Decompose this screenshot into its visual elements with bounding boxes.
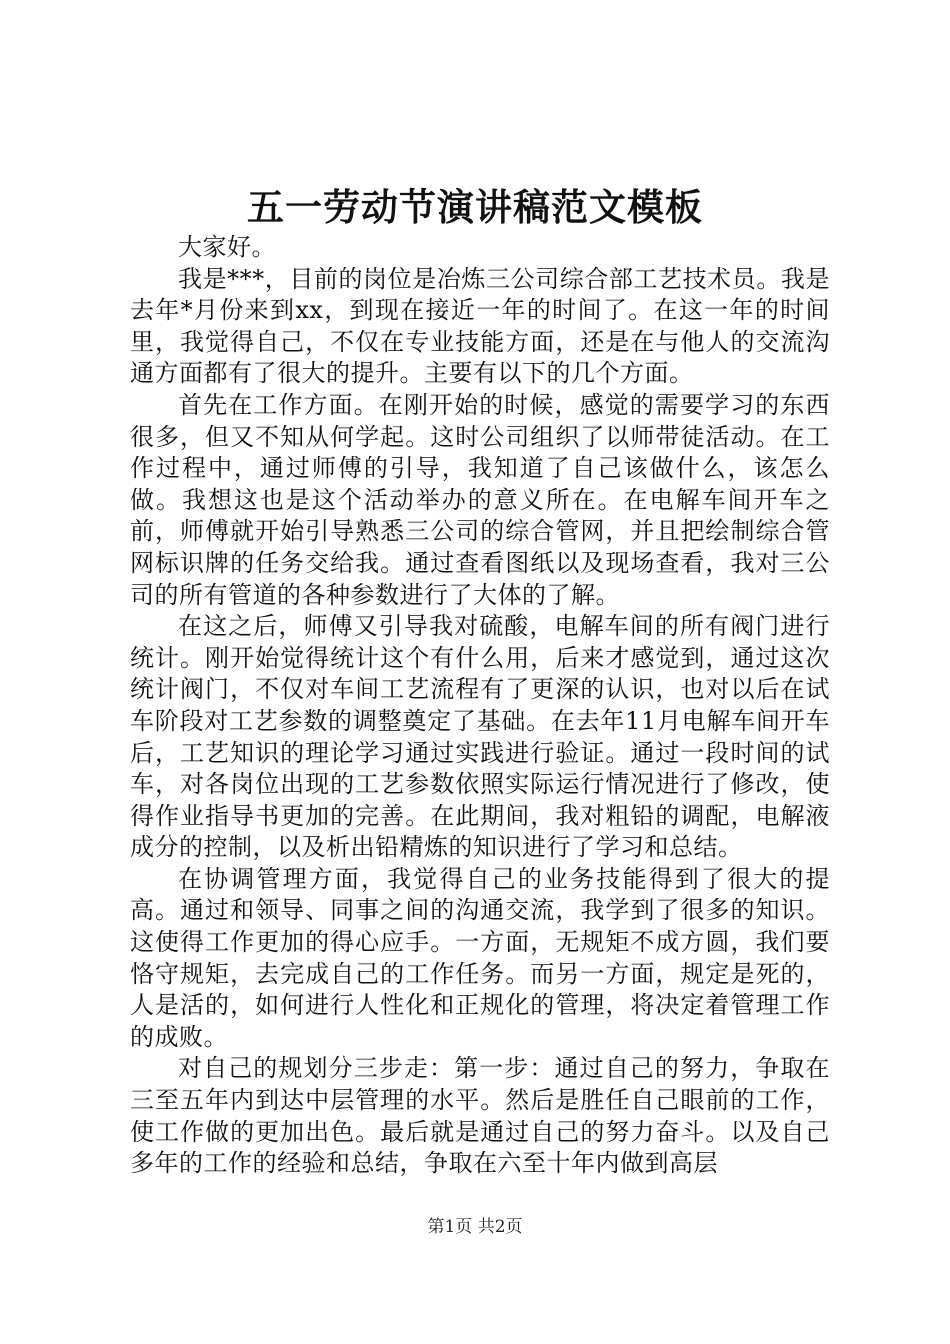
paragraph-planning: 对自己的规划分三步走：第一步：通过自己的努力，争取在三至五年内到达中层管理的水平。然后是胜任自己眼前的工作，使工作做的更加出色。最后就是通过自己的努力奋斗。以及自己多年的工作的经验和总结，争取在六至十年内做到高层 bbox=[130, 1054, 830, 1178]
paragraph-work: 首先在工作方面。在刚开始的时候，感觉的需要学习的东西很多，但又不知从何学起。这时公司组织了以师带徒活动。在工作过程中，通过师傅的引导，我知道了自己该做什么，该怎么做。我想这也是这个活动举办的意义所在。在电解车间开车之前，师傅就开始引导熟悉三公司的综合管网，并且把绘制综合管网标识牌的任务交给我。通过查看图纸以及现场查看，我对三公司的所有管道的各种参数进行了大体的了解。 bbox=[130, 390, 830, 609]
paragraph-valve-statistics: 在这之后，师傅又引导我对硫酸，电解车间的所有阀门进行统计。刚开始觉得统计这个有什么用，后来才感觉到，通过这次统计阀门，不仅对车间工艺流程有了更深的认识，也对以后在试车阶段对工艺参数的调整奠定了基础。在去年11月电解车间开车后，工艺知识的理论学习通过实践进行验证。通过一段时间的试车，对各岗位出现的工艺参数依照实际运行情况进行了修改，使得作业指导书更加的完善。在此期间，我对粗铅的调配，电解液成分的控制，以及析出铅精炼的知识进行了学习和总结。 bbox=[130, 612, 830, 862]
paragraph-coordination: 在协调管理方面，我觉得自己的业务技能得到了很大的提高。通过和领导、同事之间的沟通交流，我学到了很多的知识。这使得工作更加的得心应手。一方面，无规矩不成方圆，我们要恪守规矩，去完成自己的工作任务。而另一方面，规定是死的，人是活的，如何进行人性化和正规化的管理，将决定着管理工作的成败。 bbox=[130, 864, 830, 1051]
page-number-footer: 第1页 共2页 bbox=[427, 1217, 523, 1237]
paragraph-greeting: 大家好。 bbox=[178, 233, 276, 261]
document-title: 五一劳动节演讲稿范文模板 bbox=[247, 185, 703, 229]
document-body bbox=[130, 232, 830, 1180]
paragraph-introduction: 我是***，目前的岗位是冶炼三公司综合部工艺技术员。我是去年*月份来到xx，到现在接近一年的时间了。在这一年的时间里，我觉得自己，不仅在专业技能方面，还是在与他人的交流沟通方面都有了很大的提升。主要有以下的几个方面。 bbox=[130, 264, 830, 388]
